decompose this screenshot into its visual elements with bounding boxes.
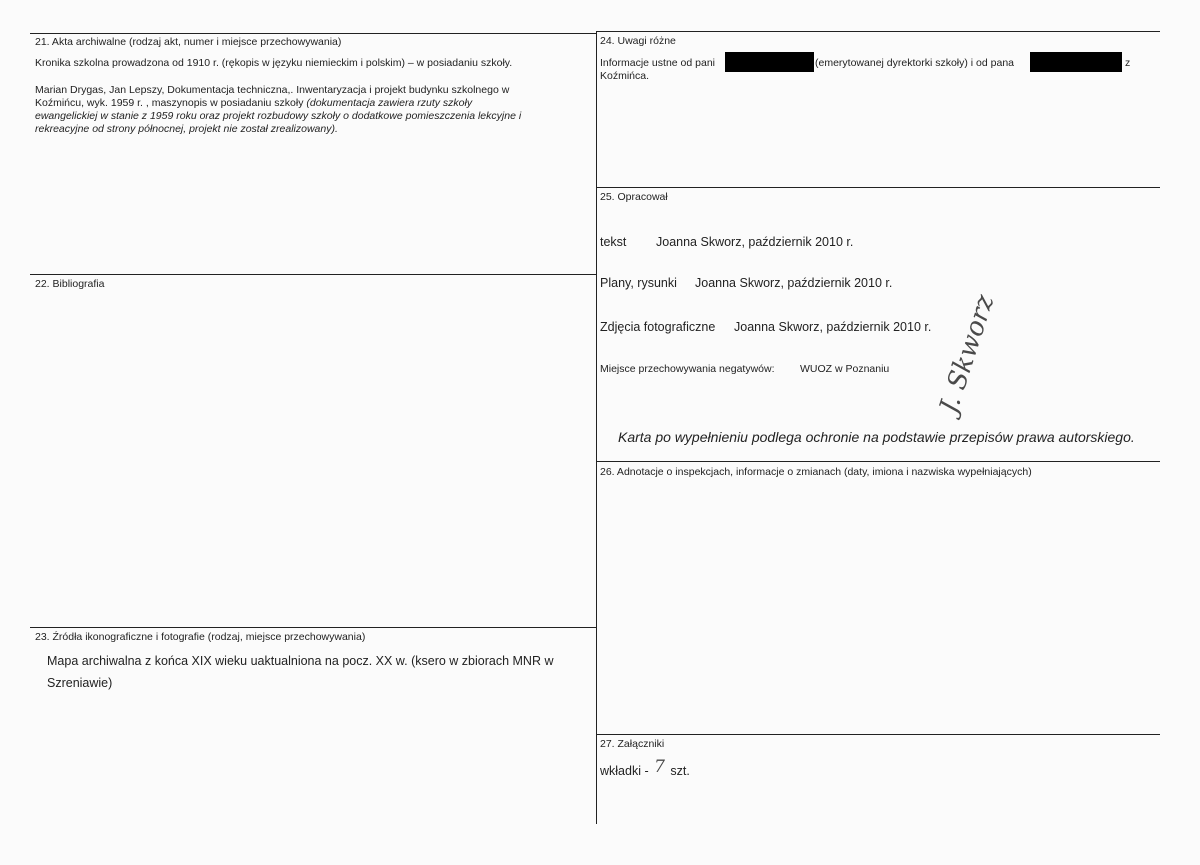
- tekst-label: tekst: [600, 235, 627, 249]
- section-21-entry-2-line-2: [35, 97, 472, 109]
- copyright-notice: Karta po wypełnieniu podlega ochronie na podstawie przepisów prawa autorskiego.: [618, 429, 1135, 445]
- section-24-text-line-2: Koźmińca.: [600, 70, 650, 82]
- divider-25: [597, 187, 1160, 188]
- divider-22: [30, 274, 597, 275]
- attachments-suffix: szt.: [670, 764, 690, 778]
- attachments-handwritten-count: 7: [654, 757, 665, 777]
- section-23-line-2: Szreniawie): [47, 676, 113, 690]
- negatywy-value: WUOZ w Poznaniu: [800, 363, 890, 375]
- plany-label: Plany, rysunki: [600, 276, 677, 290]
- negatywy-label: Miejsce przechowywania negatywów:: [600, 363, 775, 375]
- section-21-entry-2-line-4: rekreacyjne od strony północnej, projekt nie został zrealizowany).: [35, 123, 338, 135]
- section-26-label: 26. Adnotacje o inspekcjach, informacje o zmianach (daty, imiona i nazwiska wypełniających): [600, 466, 1032, 478]
- divider-top-left: [30, 33, 597, 34]
- section-23-line-1: Mapa archiwalna z końca XIX wieku uaktualniona na pocz. XX w. (ksero w zbiorach MNR w: [47, 654, 554, 668]
- section-24-text-part-1: Informacje ustne od pani: [600, 57, 715, 69]
- divider-27: [597, 734, 1160, 735]
- section-21-entry-2-line-1: Marian Drygas, Jan Lepszy, Dokumentacja techniczna,. Inwentaryzacja i projekt budynku szkolnego w: [35, 84, 510, 96]
- divider-top-right: [597, 31, 1160, 32]
- redaction-box-2: [1030, 52, 1122, 72]
- attachments-line: [600, 757, 690, 781]
- zdjecia-value: Joanna Skworz, październik 2010 r.: [734, 320, 932, 334]
- tekst-value: Joanna Skworz, październik 2010 r.: [656, 235, 854, 249]
- section-21-entry-1: Kronika szkolna prowadzona od 1910 r. (rękopis w języku niemieckim i polskim) – w posiadaniu szkoły.: [35, 57, 513, 69]
- section-21-entry-2-italic: (dokumentacja zawiera rzuty szkoły: [306, 97, 473, 109]
- section-21-entry-2-plain: Koźmińcu, wyk. 1959 r. , maszynopis w posiadaniu szkoły: [35, 97, 307, 109]
- attachments-prefix: wkładki -: [600, 764, 649, 778]
- section-24-text-part-3: z: [1125, 57, 1131, 69]
- divider-26: [597, 461, 1160, 462]
- zdjecia-label: Zdjęcia fotograficzne: [600, 320, 716, 334]
- plany-value: Joanna Skworz, październik 2010 r.: [695, 276, 893, 290]
- section-27-label: 27. Załączniki: [600, 738, 665, 750]
- section-21-entry-2-line-3: ewangelickiej w stanie z 1959 roku oraz projekt rozbudowy szkoły o dodatkowe pomieszczenia lekcyjne i: [35, 110, 522, 122]
- redaction-box-1: [725, 52, 814, 72]
- section-25-label: 25. Opracował: [600, 191, 668, 203]
- section-24-label: 24. Uwagi różne: [600, 35, 676, 47]
- section-23-label: 23. Źródła ikonograficzne i fotografie (rodzaj, miejsce przechowywania): [35, 631, 366, 643]
- section-22-label: 22. Bibliografia: [35, 278, 105, 290]
- section-21-label: 21. Akta archiwalne (rodzaj akt, numer i miejsce przechowywania): [35, 36, 342, 48]
- divider-23: [30, 627, 597, 628]
- handwritten-signature: J. Skworz: [934, 291, 1001, 417]
- section-24-text-part-2: (emerytowanej dyrektorki szkoły) i od pana: [815, 57, 1014, 69]
- divider-center-vertical: [596, 31, 597, 824]
